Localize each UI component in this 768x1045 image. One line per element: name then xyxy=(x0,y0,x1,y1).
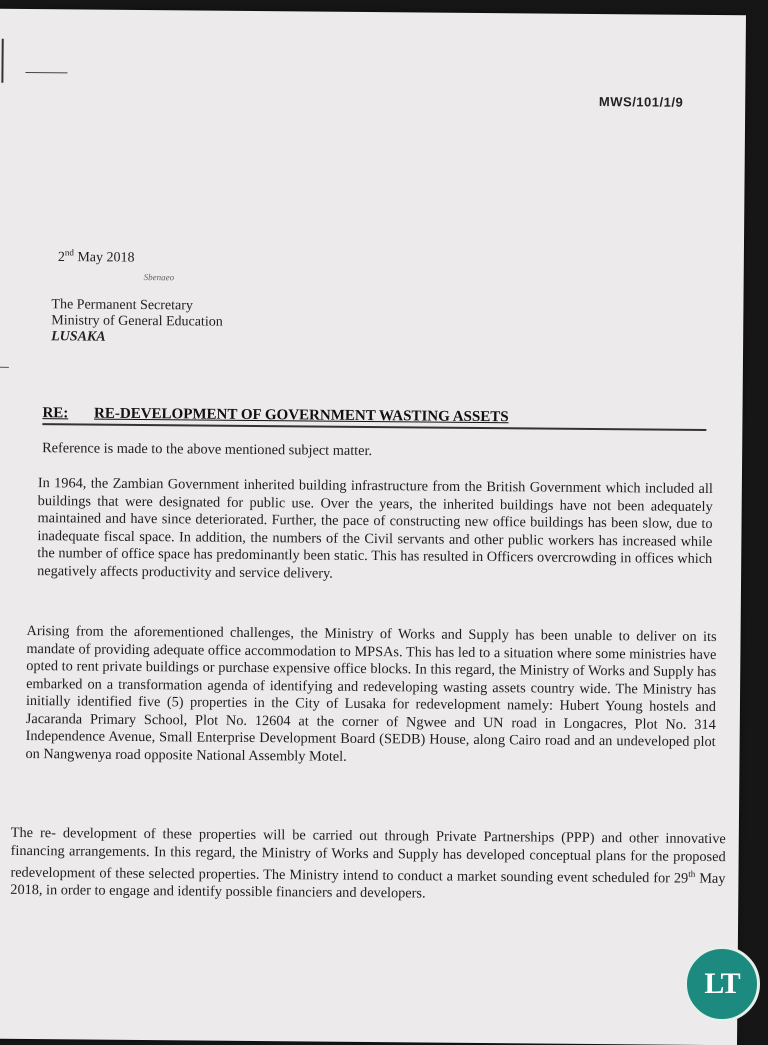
address-line-2: Ministry of General Education xyxy=(51,313,223,330)
address-line-1: The Permanent Secretary xyxy=(51,297,193,314)
address-city: LUSAKA xyxy=(51,329,106,345)
side-mark xyxy=(0,367,9,368)
handwritten-initials: Sbenaeo xyxy=(143,272,175,283)
subject-title: RE-DEVELOPMENT OF GOVERNMENT WASTING ASSETS xyxy=(94,405,509,426)
dash-mark xyxy=(25,72,67,73)
paragraph-2: Arising from the aforementioned challenges, the Ministry of Works and Supply has been unable to deliver on its mandate of providing adequate office accommodation to MPSAs. This has led to a situation where some ministries have opted to rent private buildings or purchase expensive office blocks. In this regard, the Ministry of Works and Supply has embarked on a transformation agenda of identifying and redeveloping wasting assets country wide. The Ministry has initially identified five (5) properties in the City of Lusaka for redevelopment namely: Hubert Young hostels and Jacaranda Primary School, Plot No. 12604 at the corner of Ngwee and UN road in Longacres, Plot No. 314 Independence Avenue, Small Enterprise Development Board (SEDB) House, along Cairo road and an undeveloped plot on Nangwenya road opposite National Assembly Motel. xyxy=(25,623,717,765)
corner-mark xyxy=(1,39,3,83)
lt-logo-watermark: LT xyxy=(684,946,760,1022)
letter-page xyxy=(0,9,746,1045)
subject-prefix: RE: xyxy=(42,405,69,422)
reference-number: MWS/101/1/9 xyxy=(598,94,684,110)
paragraph-intro: Reference is made to the above mentioned subject matter. xyxy=(42,440,373,460)
recipient-address xyxy=(51,297,223,346)
subject-line xyxy=(42,405,706,431)
paragraph-1: In 1964, the Zambian Government inherited building infrastructure from the British Government which included all buildings that were designated for public use. Over the years, the inherited buildings have not been adequately maintained and have since deteriorated. Further, the pace of constructing new office buildings has been slow, due to inadequate fiscal space. In addition, the numbers of the Civil servants and other public workers has increased while the number of office space has predominantly been static. This has resulted in Officers overcrowding in offices which negatively affects productivity and service delivery. xyxy=(37,475,713,582)
paragraph-3: The re- development of these properties will be carried out through Private Partnerships (PPP) and other innovative financing arrangements. In this regard, the Ministry of Works and Supply has developed conceptual plans for the proposed redevelopment of these selected properties. The Ministry intend to conduct a market sounding event scheduled for 29th May 2018, in order to engage and identify possible financiers and developers. xyxy=(10,824,726,902)
letter-date: 2nd May 2018 xyxy=(57,247,135,266)
